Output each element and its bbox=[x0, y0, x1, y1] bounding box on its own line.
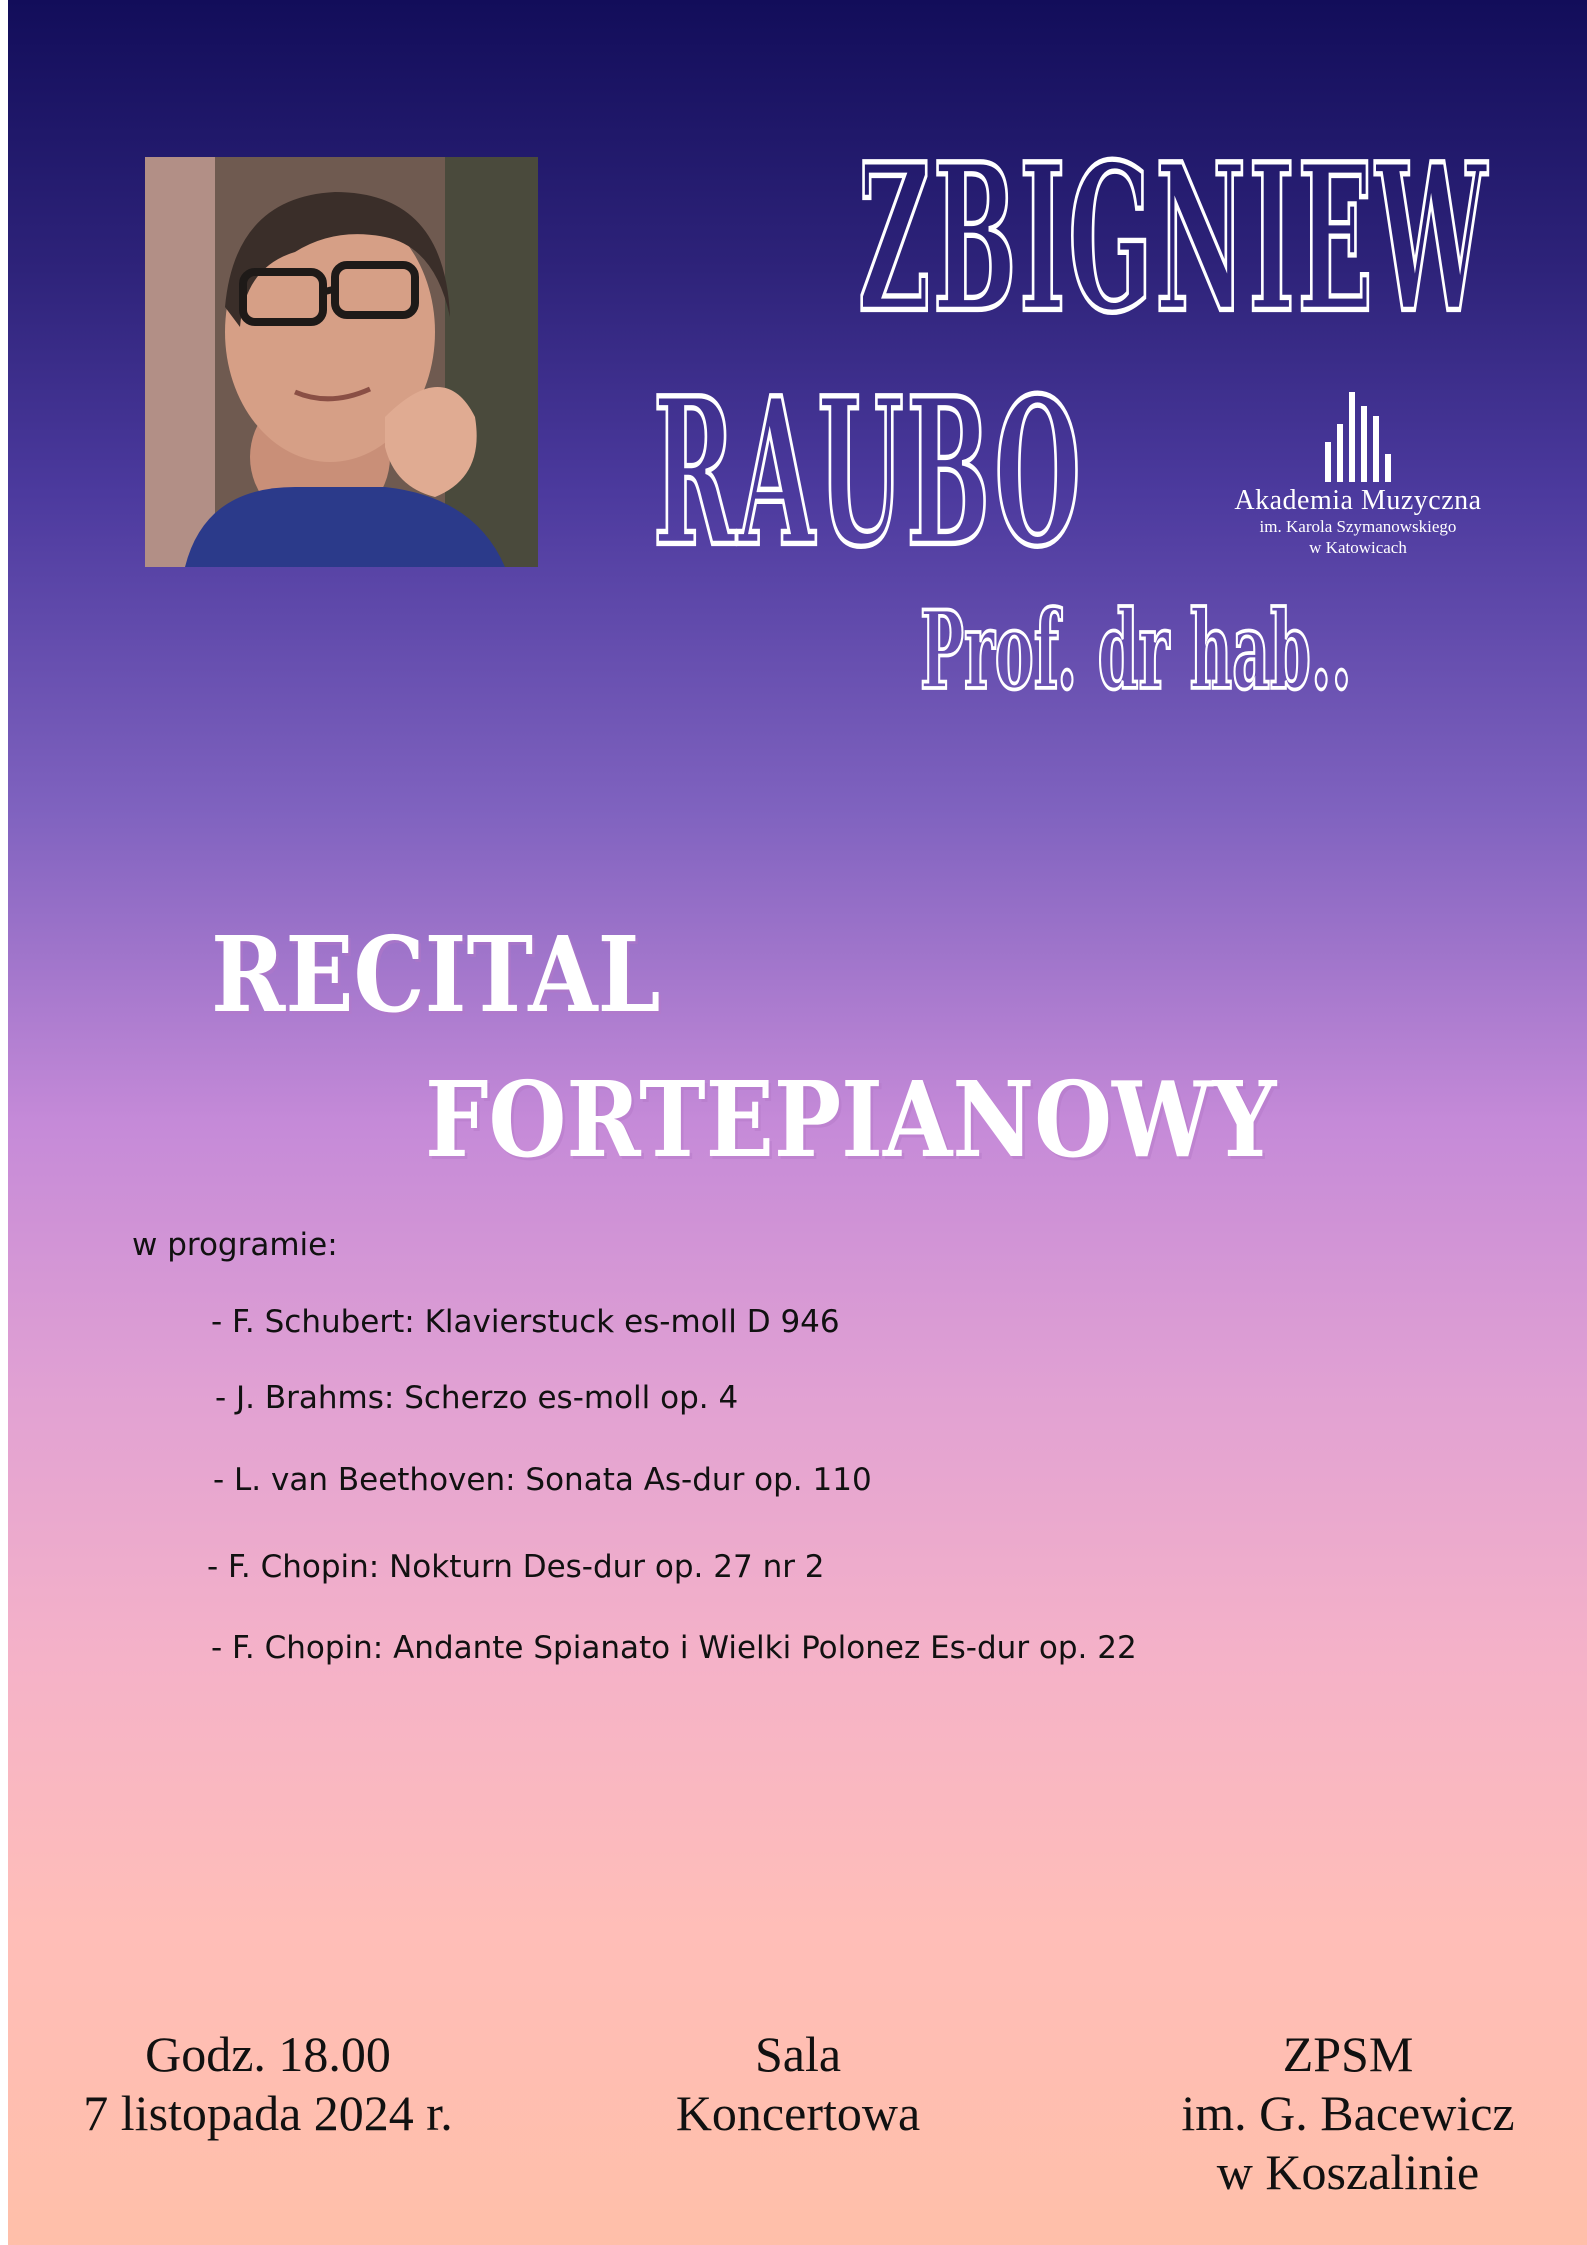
program-item: - F. Chopin: Andante Spianato i Wielki Polonez Es-dur op. 22 bbox=[211, 1630, 1137, 1666]
program-item: - J. Brahms: Scherzo es-moll op. 4 bbox=[215, 1380, 739, 1416]
event-time bbox=[38, 2025, 498, 2143]
school-line-3: w Koszalinie bbox=[1216, 2144, 1480, 2200]
program-item: - F. Schubert: Klavierstuck es-moll D 946 bbox=[211, 1304, 840, 1340]
recital-heading-line-1: RECITAL bbox=[211, 913, 661, 1036]
program-item: - L. van Beethoven: Sonata As-dur op. 110 bbox=[213, 1462, 872, 1498]
recital-heading-line-2: FORTEPIANOWY bbox=[425, 1058, 1277, 1181]
venue-line-2: Koncertowa bbox=[675, 2085, 921, 2141]
organ-pipes-icon bbox=[1323, 392, 1393, 484]
logo-subtitle-1: im. Karola Szymanowskiego bbox=[1259, 517, 1457, 536]
logo-subtitle-2: w Katowicach bbox=[1309, 538, 1407, 557]
program-header: w programie: bbox=[132, 1227, 338, 1263]
portrait-illustration bbox=[145, 157, 538, 567]
academy-logo bbox=[1208, 392, 1508, 572]
first-name-heading: ZBIGNIEW bbox=[858, 120, 1490, 359]
school-line-1: ZPSM bbox=[1282, 2026, 1414, 2082]
event-date: 7 listopada 2024 r. bbox=[83, 2085, 453, 2141]
poster bbox=[8, 0, 1587, 2245]
last-name-heading: RAUBO bbox=[653, 354, 1084, 593]
event-venue bbox=[588, 2025, 1008, 2143]
portrait-photo bbox=[145, 157, 538, 567]
school-line-2: im. G. Bacewicz bbox=[1181, 2085, 1515, 2141]
venue-line-1: Sala bbox=[754, 2026, 842, 2082]
program-item: - F. Chopin: Nokturn Des-dur op. 27 nr 2 bbox=[207, 1549, 825, 1585]
logo-name: Akademia Muzyczna bbox=[1234, 485, 1482, 516]
event-school bbox=[1128, 2025, 1568, 2202]
academic-title: Prof. dr hab.. bbox=[920, 588, 1352, 715]
event-hour: Godz. 18.00 bbox=[145, 2026, 391, 2082]
